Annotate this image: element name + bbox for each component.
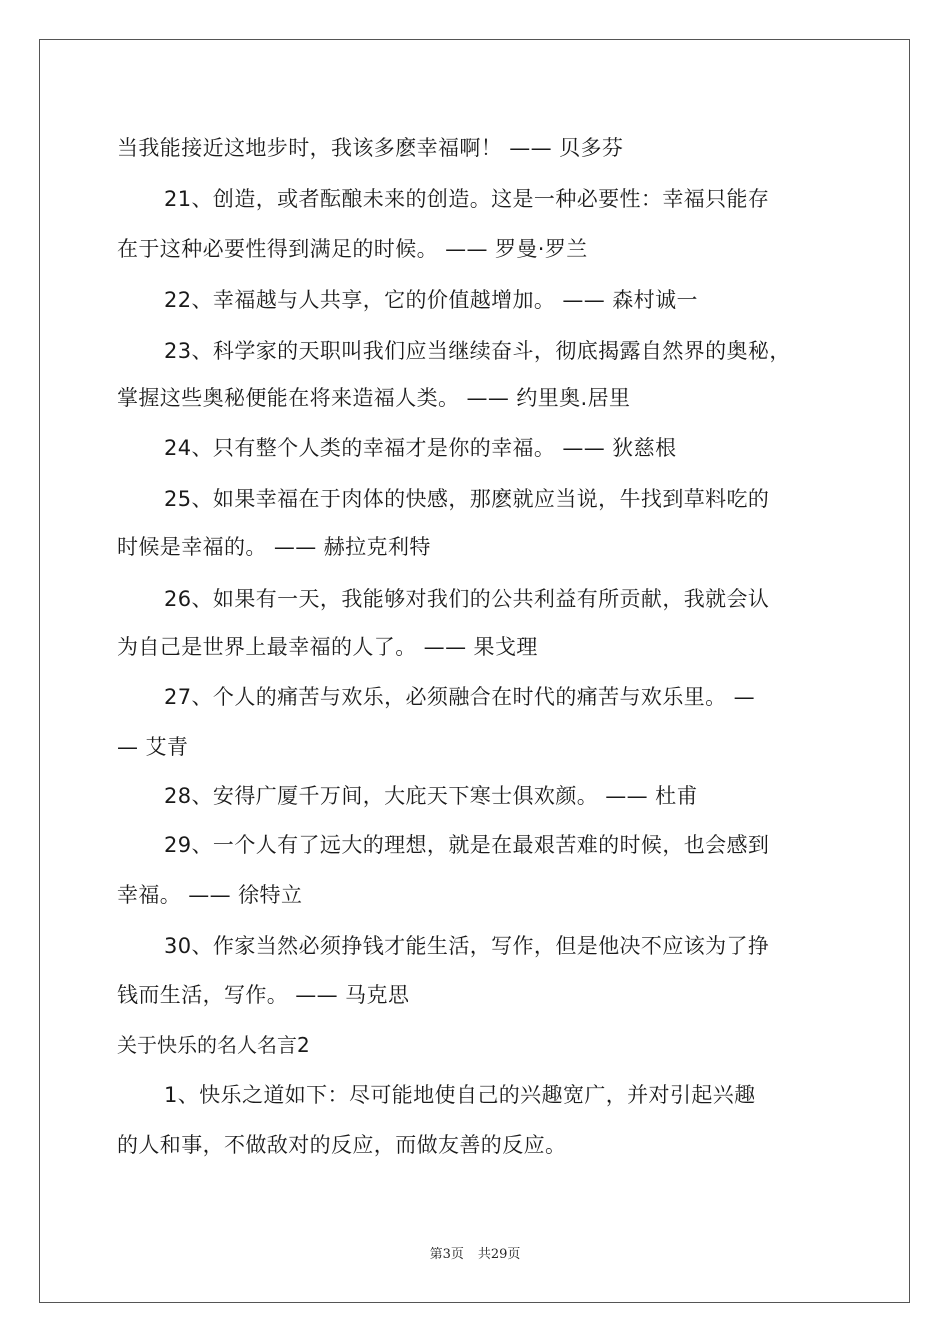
quote-line: 23、科学家的天职叫我们应当继续奋斗，彻底揭露自然界的奥秘， [164,339,791,363]
quote-line: — 艾青 [117,735,189,759]
quote-line: 钱而生活，写作。 —— 马克思 [117,983,410,1007]
quote-line: 幸福。 —— 徐特立 [117,883,303,907]
quote-line: 25、如果幸福在于肉体的快感，那麽就应当说，牛找到草料吃的 [164,487,770,511]
quote-line: 30、作家当然必须挣钱才能生活，写作，但是他决不应该为了挣 [164,934,770,958]
quote-line: 1、快乐之道如下：尽可能地使自己的兴趣宽广，并对引起兴趣 [164,1083,756,1107]
quote-line: 在于这种必要性得到满足的时候。 —— 罗曼·罗兰 [117,237,588,261]
section-heading: 关于快乐的名人名言2 [117,1033,310,1057]
quote-line: 27、个人的痛苦与欢乐，必须融合在时代的痛苦与欢乐里。 — [164,685,755,709]
quote-line: 28、安得广厦千万间，大庇天下寒士俱欢颜。 —— 杜甫 [164,784,698,808]
quote-line: 的人和事，不做敌对的反应，而做友善的反应。 [117,1133,567,1157]
quote-line: 24、只有整个人类的幸福才是你的幸福。 —— 狄慈根 [164,436,677,460]
quote-line: 22、幸福越与人共享，它的价值越增加。 —— 森村诚一 [164,288,698,312]
quote-line: 掌握这些奥秘便能在将来造福人类。 —— 约里奥.居里 [117,386,631,410]
quote-line: 当我能接近这地步时，我该多麽幸福啊！ —— 贝多芬 [117,136,624,160]
page-border [39,39,910,1303]
quote-line: 29、一个人有了远大的理想，就是在最艰苦难的时候，也会感到 [164,833,770,857]
quote-line: 为自己是世界上最幸福的人了。 —— 果戈理 [117,635,538,659]
page-total: 共29页 [477,1247,521,1262]
page-number: 第3页 [429,1247,464,1262]
quote-line: 21、创造，或者酝酿未来的创造。这是一种必要性：幸福只能存 [164,187,770,211]
quote-line: 时候是幸福的。 —— 赫拉克利特 [117,535,431,559]
page-footer [0,1246,950,1264]
quote-line: 26、如果有一天，我能够对我们的公共利益有所贡献，我就会认 [164,587,770,611]
